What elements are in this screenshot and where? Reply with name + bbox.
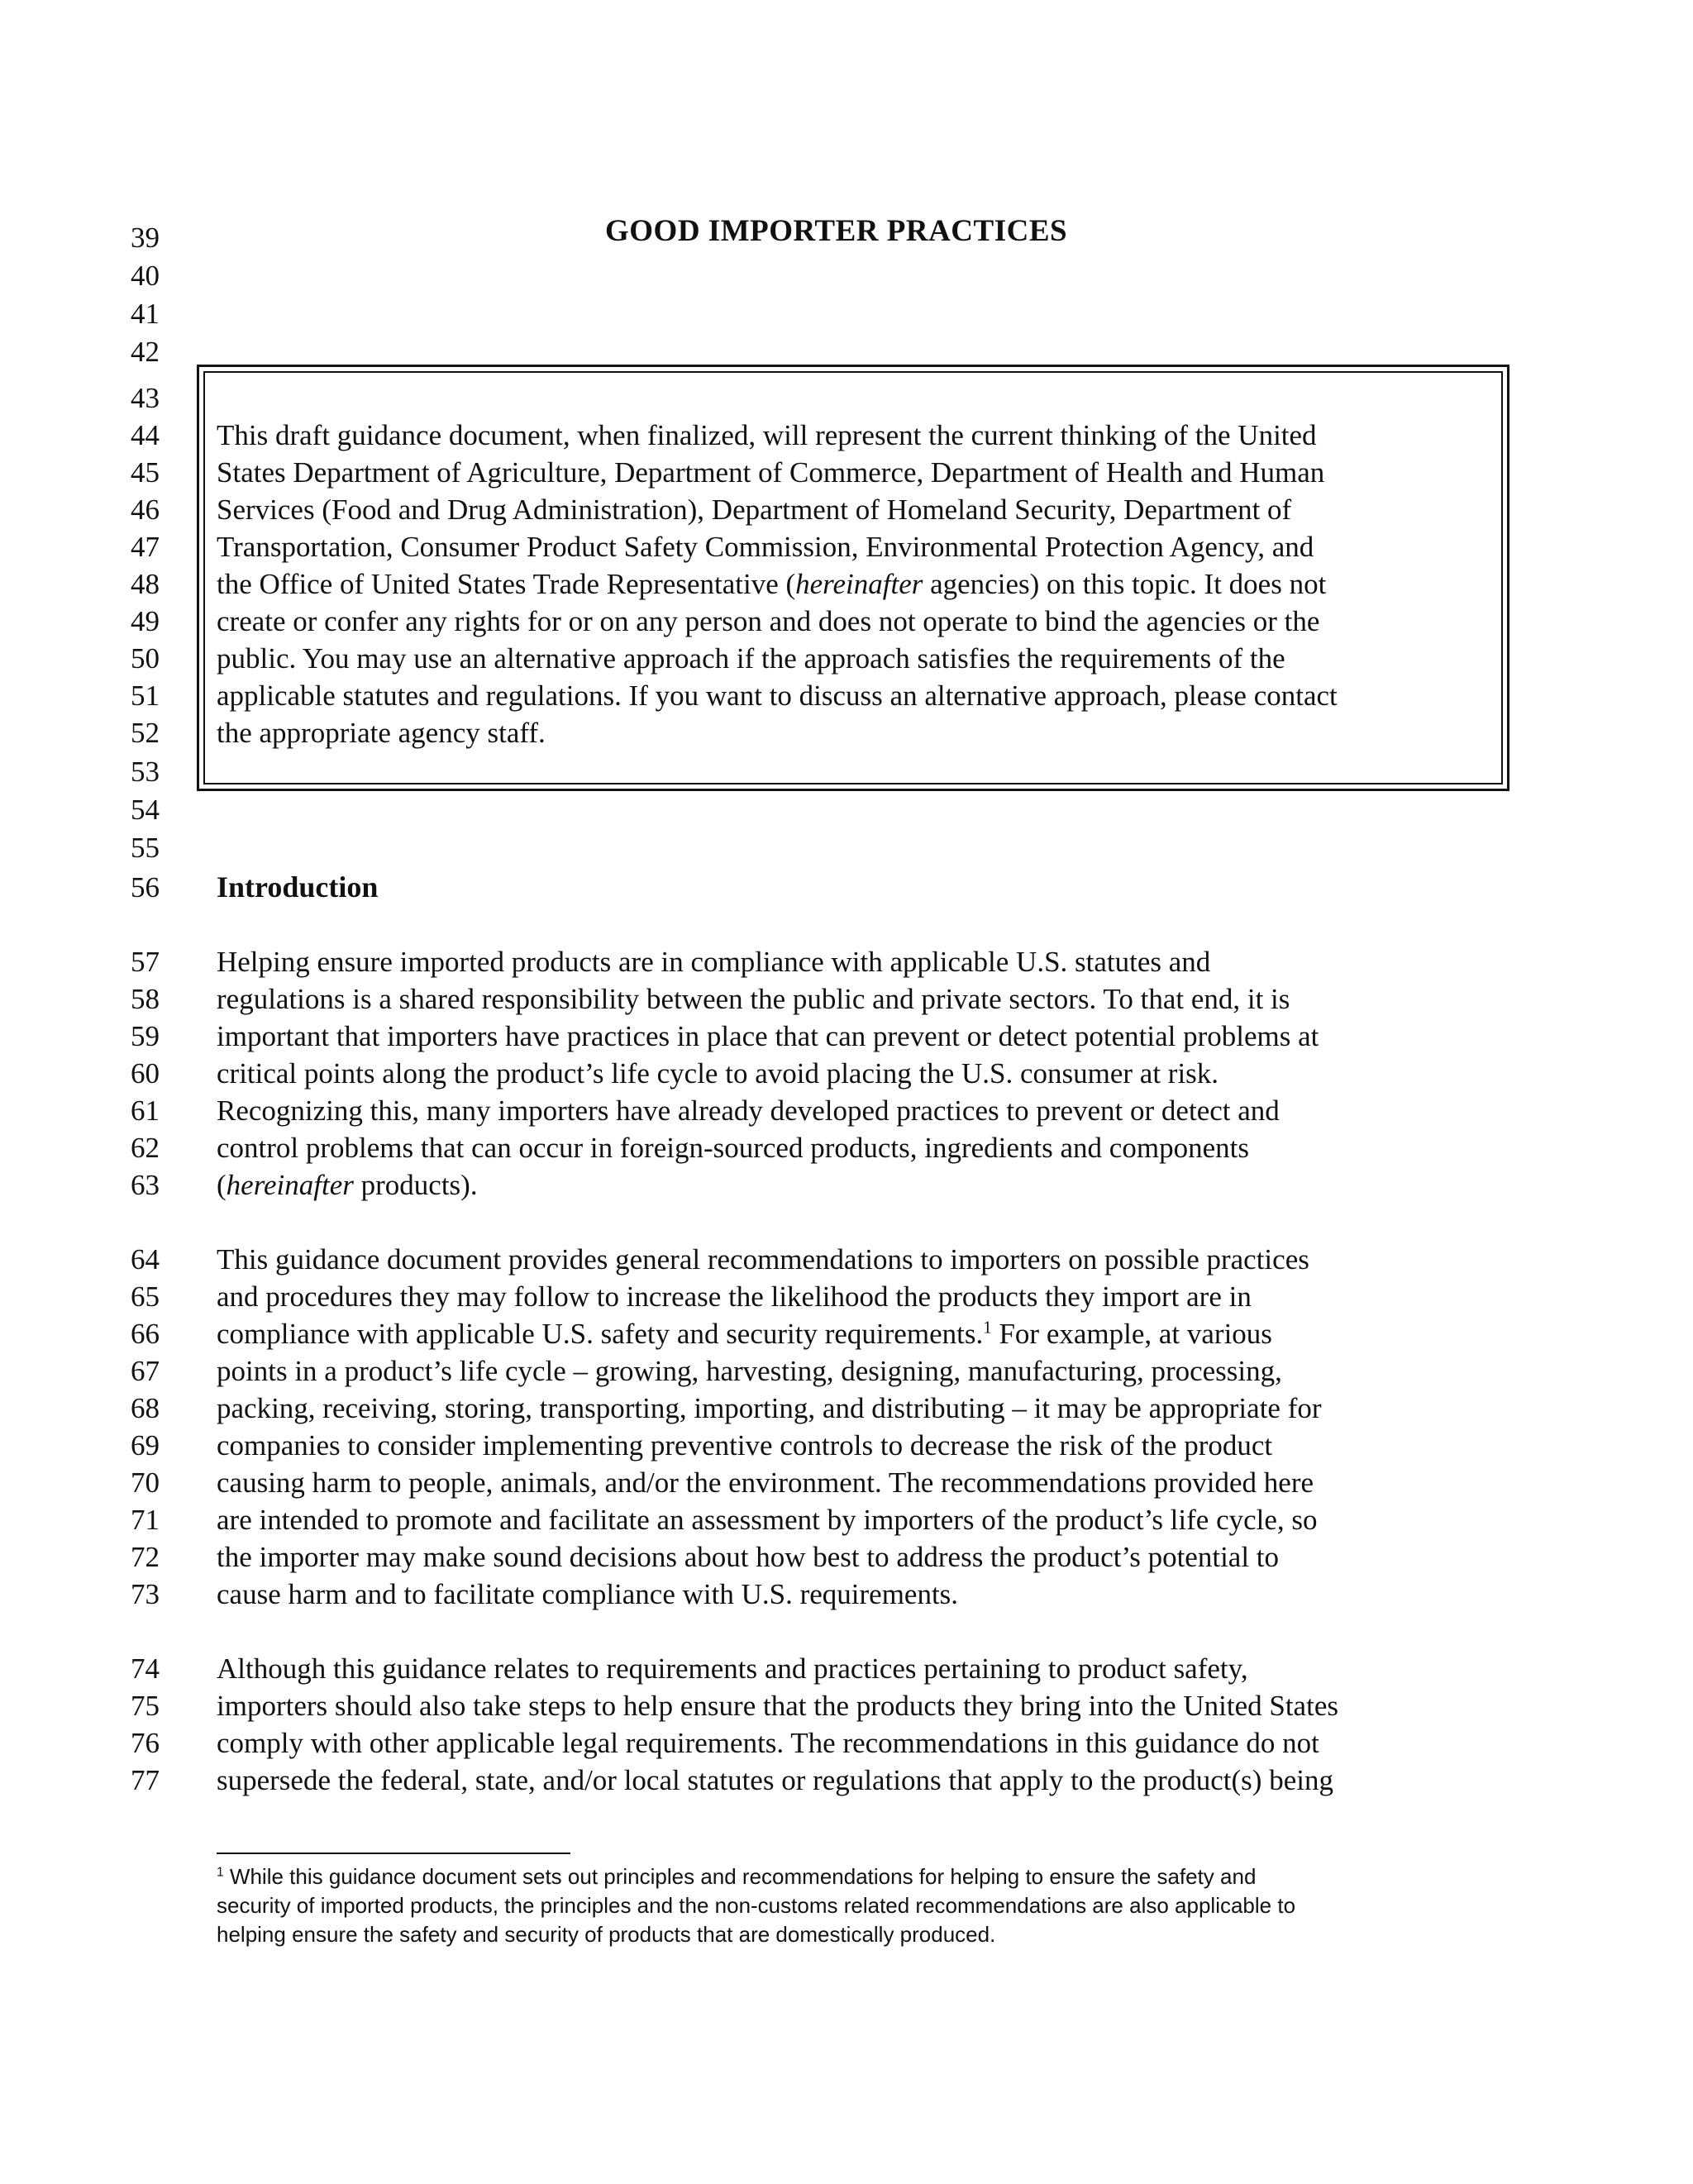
text-run: compliance with applicable U.S. safety and security requirements.: [217, 1318, 984, 1350]
line-number: 42: [131, 336, 160, 368]
line-number: 46: [131, 494, 160, 526]
text-line: packing, receiving, storing, transporting, importing, and distributing – it may be appropriate for: [217, 1392, 1322, 1424]
line-number: 72: [131, 1541, 160, 1573]
text-line: are intended to promote and facilitate an assessment by importers of the product’s life cycle, so: [217, 1504, 1318, 1536]
disclaimer-line: Services (Food and Drug Administration), Department of Homeland Security, Department of: [217, 494, 1292, 526]
line-number: 55: [131, 832, 160, 864]
text-line: important that importers have practices in place that can prevent or detect potential problems at: [217, 1020, 1319, 1052]
line-number: 67: [131, 1355, 160, 1387]
line-number: 50: [131, 642, 160, 675]
line-number: 39: [131, 222, 160, 254]
line-number: 63: [131, 1169, 160, 1201]
text-run: While this guidance document sets out principles and recommendations for helping to ensure the safety and: [223, 1864, 1257, 1889]
line-number: 57: [131, 946, 160, 978]
line-number: 76: [131, 1727, 160, 1759]
line-number: 52: [131, 717, 160, 749]
text-line: the importer may make sound decisions about how best to address the product’s potential to: [217, 1541, 1280, 1573]
text-line: comply with other applicable legal requirements. The recommendations in this guidance do not: [217, 1727, 1319, 1759]
line-number: 74: [131, 1652, 160, 1685]
text-run: products).: [353, 1169, 478, 1201]
disclaimer-line: the appropriate agency staff.: [217, 717, 546, 749]
footnote-divider: [217, 1853, 570, 1854]
line-number: 51: [131, 680, 160, 712]
disclaimer-line: [217, 566, 1326, 603]
line-number: 70: [131, 1466, 160, 1499]
footnote-marker: 1: [217, 1865, 224, 1880]
italic-term: hereinafter: [795, 568, 923, 600]
text-line: Helping ensure imported products are in compliance with applicable U.S. statutes and: [217, 946, 1211, 978]
text-run: agencies) on this topic. It does not: [923, 568, 1327, 600]
disclaimer-line: Transportation, Consumer Product Safety Commission, Environmental Protection Agency, and: [217, 531, 1314, 563]
disclaimer-line: States Department of Agriculture, Department of Commerce, Department of Health and Human: [217, 456, 1325, 489]
footnote-line: security of imported products, the principles and the non-customs related recommendations are also applicable to: [217, 1893, 1296, 1918]
disclaimer-line: This draft guidance document, when finalized, will represent the current thinking of the United: [217, 419, 1317, 451]
line-number: 68: [131, 1392, 160, 1424]
text-line: Recognizing this, many importers have already developed practices to prevent or detect and: [217, 1094, 1280, 1127]
line-number: 71: [131, 1504, 160, 1536]
italic-term: hereinafter: [226, 1169, 354, 1201]
line-number: 64: [131, 1243, 160, 1276]
line-number: 66: [131, 1318, 160, 1350]
line-number: 53: [131, 756, 160, 788]
disclaimer-line: public. You may use an alternative approach if the approach satisfies the requirements of the: [217, 642, 1285, 675]
disclaimer-line: create or confer any rights for or on any person and does not operate to bind the agencies or the: [217, 605, 1320, 637]
line-number: 43: [131, 382, 160, 414]
text-line: causing harm to people, animals, and/or the environment. The recommendations provided here: [217, 1466, 1314, 1499]
section-heading: Introduction: [217, 870, 379, 904]
line-number: 54: [131, 794, 160, 826]
text-line: importers should also take steps to help ensure that the products they bring into the United States: [217, 1690, 1338, 1722]
text-line: This guidance document provides general recommendations to importers on possible practices: [217, 1243, 1309, 1276]
text-line: supersede the federal, state, and/or local statutes or regulations that apply to the product(s) being: [217, 1764, 1333, 1796]
line-number: 62: [131, 1132, 160, 1164]
line-number: 69: [131, 1429, 160, 1462]
line-number: 59: [131, 1020, 160, 1052]
footnote-line: helping ensure the safety and security of products that are domestically produced.: [217, 1922, 996, 1947]
line-number: 40: [131, 260, 160, 292]
line-number: 60: [131, 1057, 160, 1090]
line-number: 73: [131, 1578, 160, 1610]
text-line: control problems that can occur in foreign-sourced products, ingredients and components: [217, 1132, 1249, 1164]
line-number: 61: [131, 1094, 160, 1127]
line-number: 45: [131, 456, 160, 489]
line-number: 56: [131, 871, 160, 904]
line-number: 58: [131, 983, 160, 1015]
line-number: 47: [131, 531, 160, 563]
footnote-line: [217, 1862, 1256, 1891]
text-line: regulations is a shared responsibility between the public and private sectors. To that end, it is: [217, 983, 1290, 1015]
text-line: Although this guidance relates to requirements and practices pertaining to product safety,: [217, 1652, 1248, 1685]
text-run: For example, at various: [991, 1318, 1272, 1350]
text-run: the Office of United States Trade Representative (: [217, 568, 796, 600]
line-number: 49: [131, 605, 160, 637]
text-line: critical points along the product’s life cycle to avoid placing the U.S. consumer at risk.: [217, 1057, 1219, 1090]
line-number: 77: [131, 1764, 160, 1796]
line-number: 75: [131, 1690, 160, 1722]
text-line: companies to consider implementing preventive controls to decrease the risk of the product: [217, 1429, 1273, 1462]
text-line: and procedures they may follow to increase the likelihood the products they import are in: [217, 1280, 1252, 1313]
text-line: points in a product’s life cycle – growing, harvesting, designing, manufacturing, processing,: [217, 1355, 1282, 1387]
page-title: GOOD IMPORTER PRACTICES: [605, 214, 1068, 248]
line-number: 44: [131, 419, 160, 451]
line-number: 65: [131, 1280, 160, 1313]
text-line: cause harm and to facilitate compliance with U.S. requirements.: [217, 1578, 959, 1610]
text-line: [217, 1167, 478, 1204]
text-run: (: [217, 1169, 227, 1201]
line-number: 41: [131, 298, 160, 330]
disclaimer-line: applicable statutes and regulations. If you want to discuss an alternative approach, please contact: [217, 680, 1338, 712]
text-line: [217, 1316, 1272, 1352]
footnote-marker: 1: [983, 1317, 992, 1338]
line-number: 48: [131, 568, 160, 600]
